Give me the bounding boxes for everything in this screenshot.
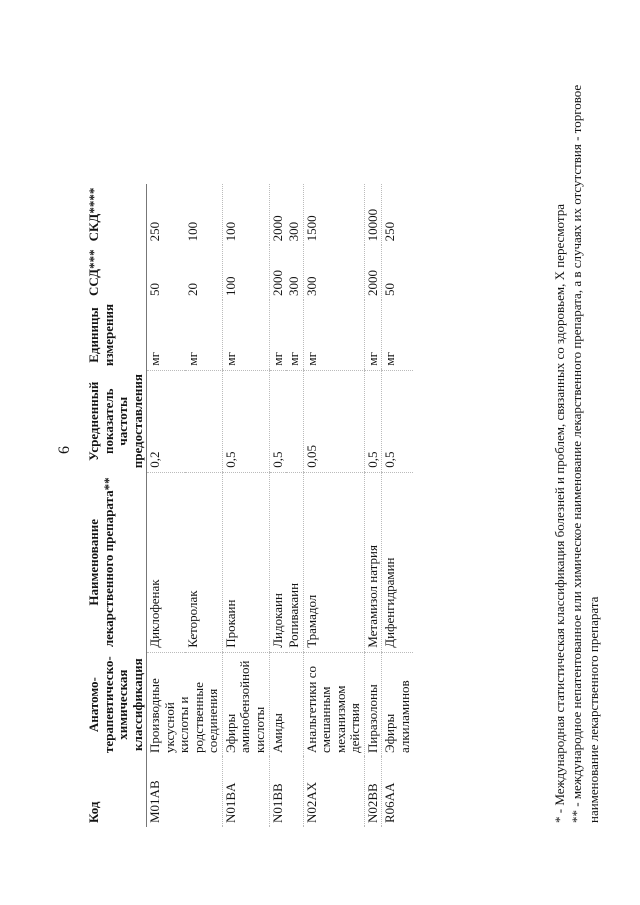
frequency-cell: 0,05 — [303, 370, 364, 472]
skd-cell: 10000 — [364, 184, 382, 246]
drug-name-cell: Лидокаин — [269, 472, 286, 652]
frequency-cell: 0,2 — [147, 370, 223, 472]
drug-name-cell: Прокаин — [222, 472, 269, 652]
header-units: Единицы измерения — [86, 300, 147, 370]
units-cell: мг — [303, 300, 364, 370]
header-drug-name: Наименование лекарственного препарата** — [86, 472, 147, 652]
atc-class-cell: Эфиры алкиламинов — [382, 652, 414, 757]
units-cell: мг — [185, 300, 223, 370]
atc-code-cell: N02AX — [303, 757, 364, 827]
drug-name-cell: Ропивакаин — [286, 472, 303, 652]
drug-standard-table — [86, 184, 413, 827]
units-cell: мг — [364, 300, 382, 370]
header-frequency: Усредненный показатель частоты предоставления — [86, 370, 147, 472]
drug-name-cell: Кеторолак — [185, 472, 223, 652]
table-body — [147, 184, 414, 827]
atc-class-cell: Производные уксусной кислоты и родственные соединения — [147, 652, 223, 757]
page-number: 6 — [56, 446, 73, 454]
table-row — [269, 184, 286, 827]
skd-cell: 100 — [222, 184, 269, 246]
ssd-cell: 2000 — [364, 245, 382, 300]
frequency-cell: 0,5 — [222, 370, 269, 472]
table-header-row — [86, 184, 147, 827]
frequency-cell: 0,5 — [269, 370, 303, 472]
table-row — [364, 184, 382, 827]
table-row — [382, 184, 414, 827]
atc-class-cell: Эфиры аминобензойной кислоты — [222, 652, 269, 757]
ssd-cell: 100 — [222, 245, 269, 300]
units-cell: мг — [222, 300, 269, 370]
atc-class-cell: Амиды — [269, 652, 303, 757]
atc-code-cell: N01BB — [269, 757, 303, 827]
skd-cell: 250 — [382, 184, 414, 246]
ssd-cell: 50 — [382, 245, 414, 300]
atc-code-cell: M01AB — [147, 757, 223, 827]
skd-cell: 1500 — [303, 184, 364, 246]
ssd-cell: 20 — [184, 282, 200, 296]
drug-name-cell: Метамизол натрия — [364, 472, 382, 652]
table-row — [147, 184, 185, 827]
drug-name-cell: Дифенгидрамин — [382, 472, 414, 652]
drug-name-cell: Диклофенак — [147, 472, 185, 652]
atc-class-cell: Пиразолоны — [364, 652, 382, 757]
ssd-cell: 2000 — [269, 245, 286, 300]
ssd-cell: 300 — [286, 276, 302, 296]
header-skd: СКД**** — [86, 184, 147, 246]
ssd-cell: 50 — [147, 245, 185, 300]
footnote: ** - международное непатентованное или химическое наименование лекарственного препарата, а в случаях их отсутствия - торговое наименование лекарственного препарата — [568, 84, 601, 823]
units-cell: мг — [269, 300, 286, 370]
frequency-cell: 0,5 — [382, 370, 414, 472]
units-cell: мг — [147, 300, 185, 370]
header-atc: Анатомо-терапевтическо-химическая классификация — [86, 652, 147, 757]
header-code: Код — [86, 757, 147, 827]
table-row — [222, 184, 269, 827]
atc-class-cell: Анальгетики со смешанным механизмом действия — [303, 652, 364, 757]
skd-cell: 250 — [147, 184, 185, 246]
header-ssd: ССД*** — [86, 245, 147, 300]
atc-code-cell: R06AA — [382, 757, 414, 827]
atc-code-cell: N02BB — [364, 757, 382, 827]
drug-name-cell: Трамадол — [303, 472, 364, 652]
skd-cell: 100 — [184, 221, 200, 242]
units-cell: мг — [286, 300, 303, 370]
skd-cell: 2000 — [269, 184, 286, 246]
frequency-cell: 0,5 — [364, 370, 382, 472]
footnotes — [552, 43, 603, 823]
table-row — [303, 184, 364, 827]
skd-cell: 300 — [286, 221, 302, 242]
units-cell: мг — [382, 300, 414, 370]
ssd-cell: 300 — [303, 245, 364, 300]
footnote: * - Международная статистическая классификация болезней и проблем, связанных со здоровьем, X пересмотра — [552, 204, 567, 823]
atc-code-cell: N01BA — [222, 757, 269, 827]
